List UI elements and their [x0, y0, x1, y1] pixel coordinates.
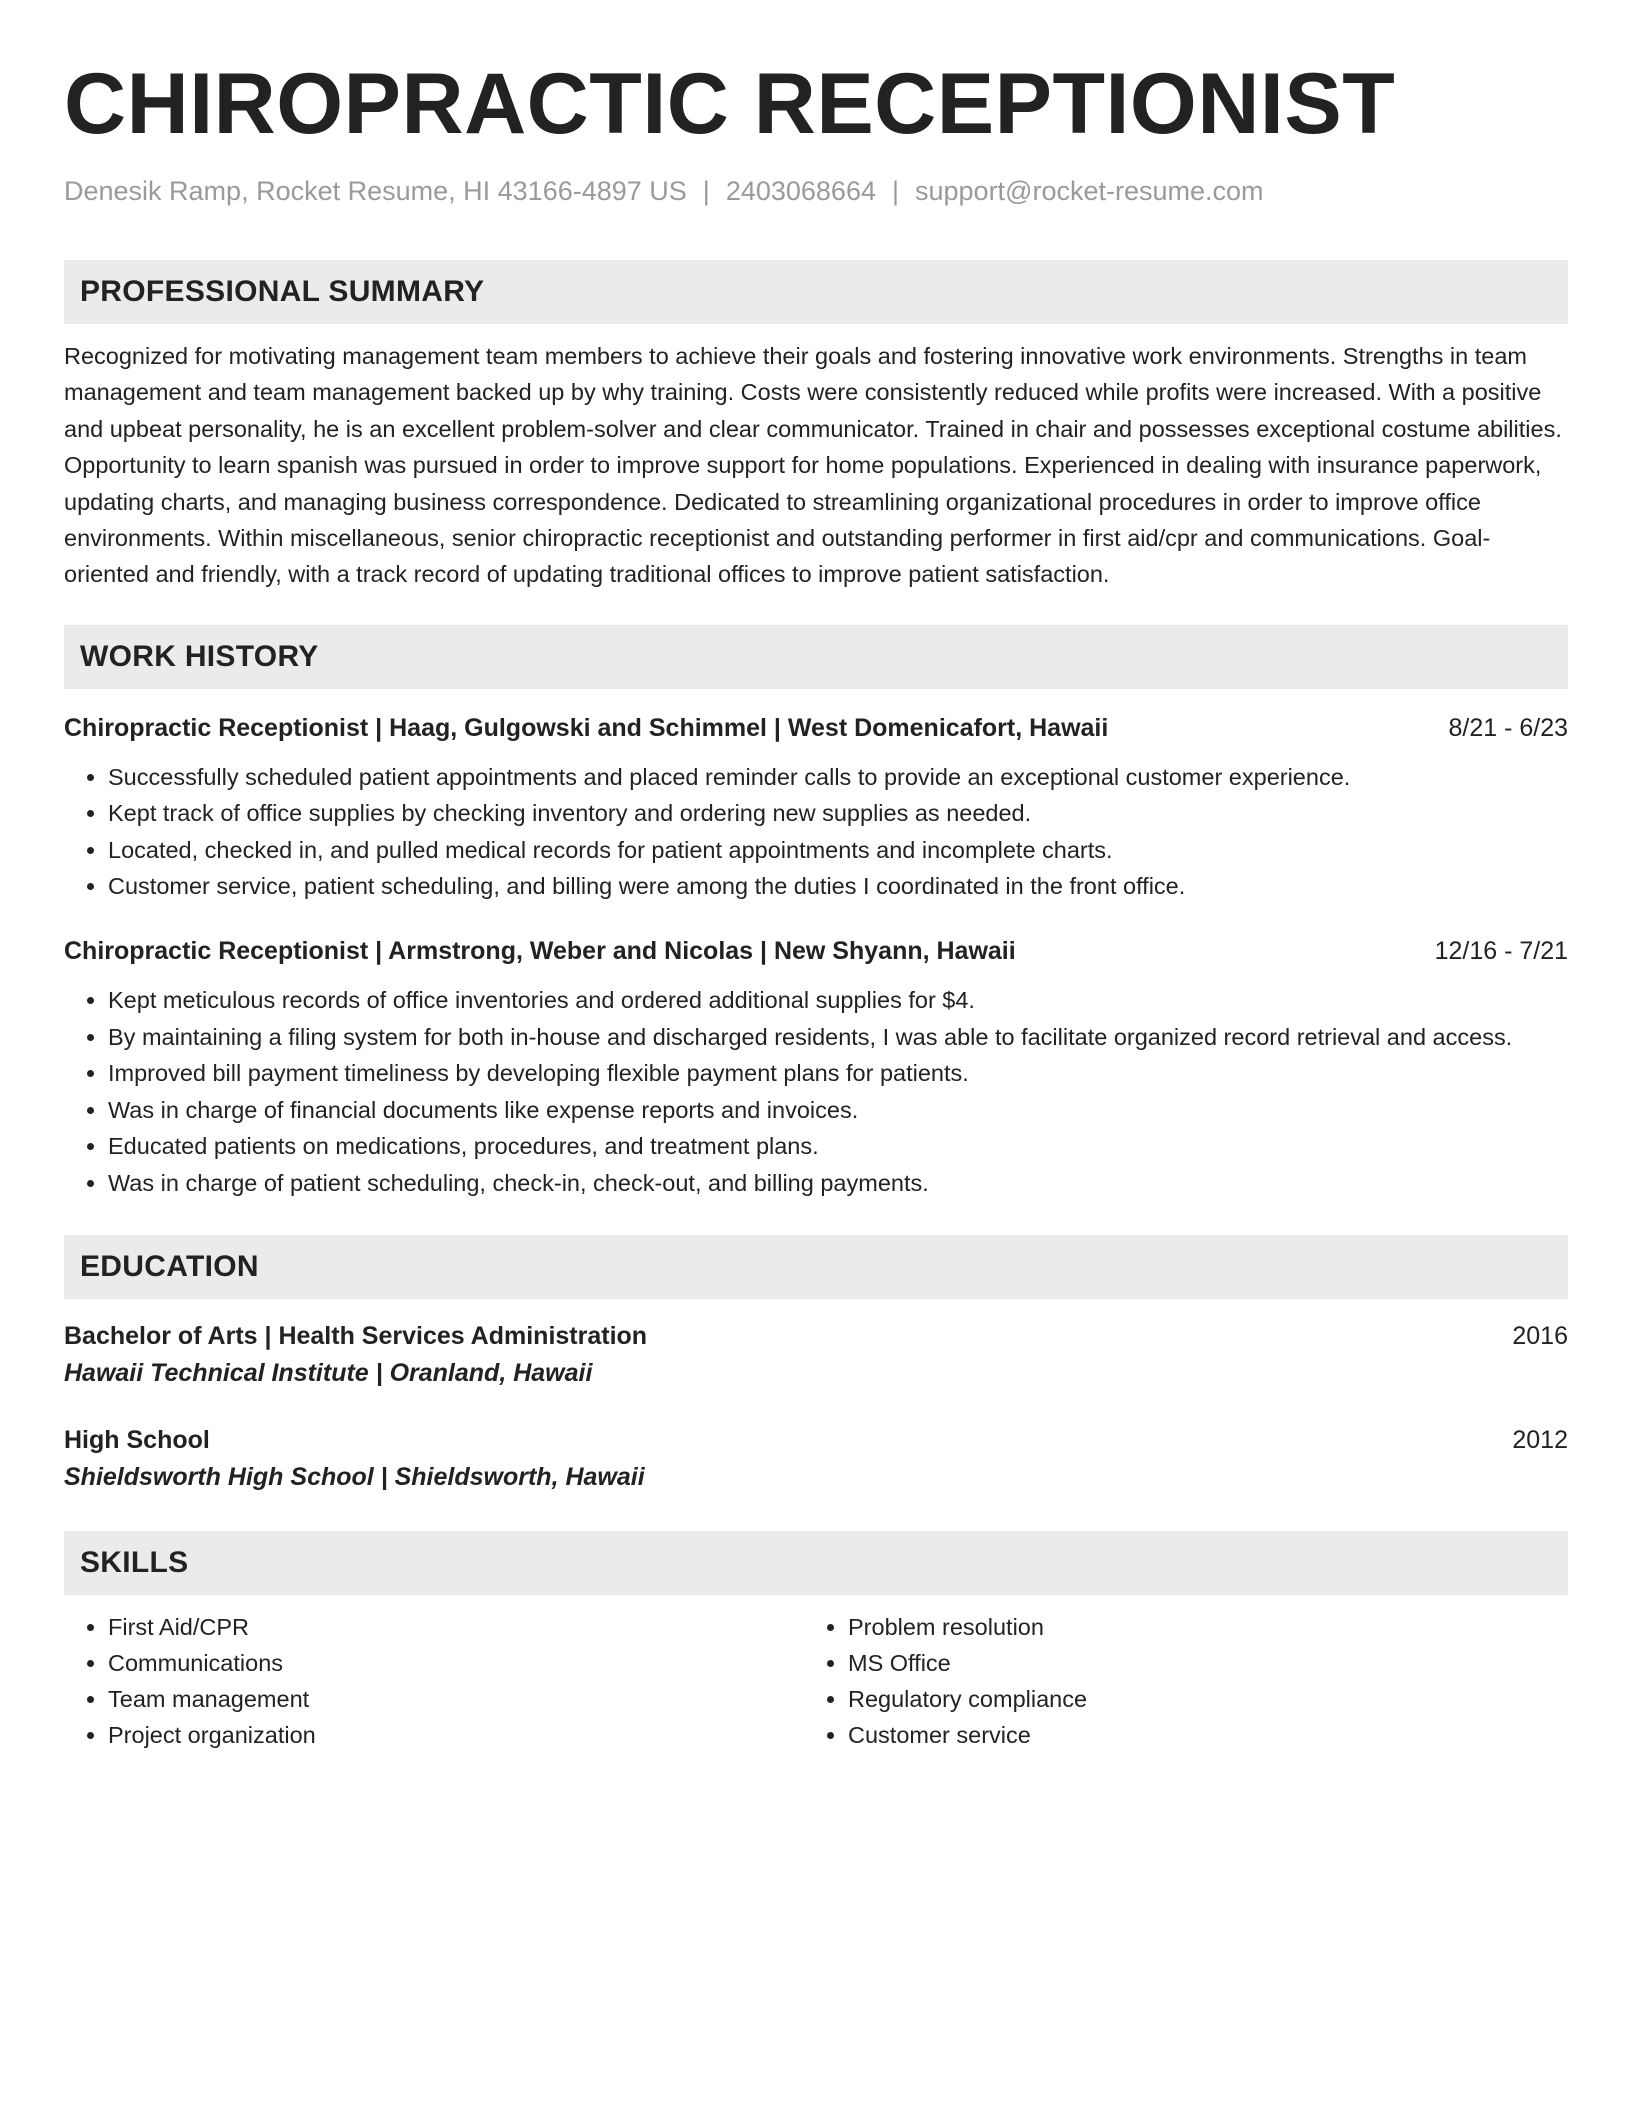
- skill-item: • Problem resolution: [848, 1609, 1544, 1645]
- job-title: Chiropractic Receptionist | Armstrong, Weber and Nicolas | New Shyann, Hawaii: [64, 937, 1016, 966]
- contact-phone: 2403068664: [725, 176, 876, 206]
- education-entry: [64, 1319, 1568, 1393]
- contact-address: Denesik Ramp, Rocket Resume, HI 43166-4897 US: [64, 176, 687, 206]
- education-section-header: EDUCATION: [64, 1235, 1568, 1299]
- skill-item: • Project organization: [108, 1717, 804, 1753]
- work-history-section-header: WORK HISTORY: [64, 625, 1568, 689]
- job-dates: 8/21 - 6/23: [1448, 713, 1568, 742]
- summary-text: Recognized for motivating management team members to achieve their goals and fostering innovative work environments. Strengths in team management and team management backed up by why training. Costs were consistently reduced while profits were increased. With a positive and upbeat personality, he is an excellent problem-solver and clear communicator. Trained in chair and possesses exceptional costume abilities. Opportunity to learn spanish was pursued in order to improve support for home populations. Experienced in dealing with insurance paperwork, updating charts, and managing business correspondence. Dedicated to streamlining organizational procedures in order to improve office environments. Within miscellaneous, senior chiropractic receptionist and outstanding performer in first aid/cpr and communications. Goal-oriented and friendly, with a track record of updating traditional offices to improve patient satisfaction.: [64, 343, 1562, 588]
- degree: High School: [64, 1425, 210, 1454]
- skill-item: • Communications: [108, 1645, 804, 1681]
- job-duty: • Was in charge of patient scheduling, check-in, check-out, and billing payments.: [108, 1165, 1568, 1201]
- skill-item: • Customer service: [848, 1717, 1544, 1753]
- contact-email: support@rocket-resume.com: [915, 176, 1264, 206]
- job-title: Chiropractic Receptionist | Haag, Gulgowski and Schimmel | West Domenicafort, Hawaii: [64, 713, 1109, 742]
- job-duties-list: [64, 759, 1568, 905]
- skills-list-left: [64, 1609, 804, 1753]
- skill-item: • First Aid/CPR: [108, 1609, 804, 1645]
- contact-separator: |: [702, 176, 710, 206]
- contact-line: [64, 174, 1568, 208]
- job-duty: • Improved bill payment timeliness by developing flexible payment plans for patients.: [108, 1055, 1568, 1091]
- graduation-year: 2012: [1512, 1425, 1568, 1454]
- job-duties-list: [64, 982, 1568, 1200]
- job-duty: • Educated patients on medications, procedures, and treatment plans.: [108, 1128, 1568, 1164]
- skills-list-right: [804, 1609, 1544, 1753]
- school-name: Hawaii Technical Institute | Oranland, Hawaii: [64, 1358, 593, 1387]
- skill-item: • MS Office: [848, 1645, 1544, 1681]
- job-duty: • Successfully scheduled patient appointments and placed reminder calls to provide an exceptional customer experience.: [108, 759, 1568, 795]
- skill-item: • Team management: [108, 1681, 804, 1717]
- job-heading: [64, 711, 1568, 745]
- job-duty: • Kept track of office supplies by checking inventory and ordering new supplies as needed.: [108, 795, 1568, 831]
- job-duty: • Customer service, patient scheduling, and billing were among the duties I coordinated in the front office.: [108, 868, 1568, 904]
- job-entry: [64, 934, 1568, 1200]
- degree: Bachelor of Arts | Health Services Administration: [64, 1321, 648, 1350]
- job-duty: • Located, checked in, and pulled medical records for patient appointments and incomplete charts.: [108, 832, 1568, 868]
- school-name: Shieldsworth High School | Shieldsworth, Hawaii: [64, 1462, 645, 1491]
- skill-item: • Regulatory compliance: [848, 1681, 1544, 1717]
- skills-section-header: SKILLS: [64, 1531, 1568, 1595]
- job-duty: • By maintaining a filing system for both in-house and discharged residents, I was able to facilitate organized record retrieval and access.: [108, 1019, 1568, 1055]
- skills-columns: [64, 1609, 1568, 1753]
- job-duty: • Was in charge of financial documents like expense reports and invoices.: [108, 1092, 1568, 1128]
- job-heading: [64, 934, 1568, 968]
- job-entry: [64, 711, 1568, 905]
- contact-separator: |: [891, 176, 899, 206]
- education-heading: [64, 1319, 1568, 1353]
- resume-title: CHIROPRACTIC RECEPTIONIST: [64, 56, 1396, 152]
- graduation-year: 2016: [1512, 1321, 1568, 1350]
- summary-section-header: PROFESSIONAL SUMMARY: [64, 260, 1568, 324]
- education-entry: [64, 1423, 1568, 1497]
- job-dates: 12/16 - 7/21: [1434, 937, 1568, 966]
- education-heading: [64, 1423, 1568, 1457]
- job-duty: • Kept meticulous records of office inventories and ordered additional supplies for $4.: [108, 982, 1568, 1018]
